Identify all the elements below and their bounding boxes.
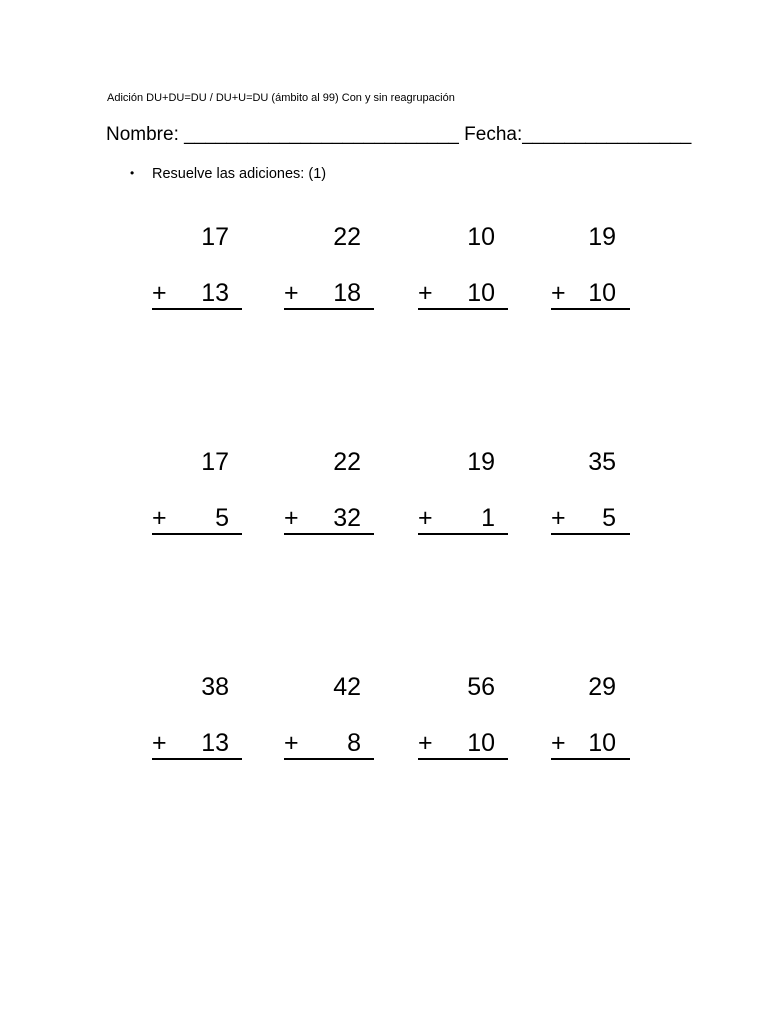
second-addend: 8 — [347, 729, 361, 757]
first-addend: 35 — [588, 448, 616, 476]
plus-sign: + — [418, 729, 433, 757]
first-addend: 42 — [333, 673, 361, 701]
second-addend: 13 — [201, 279, 229, 307]
instruction-text: Resuelve las adiciones: (1) — [152, 166, 327, 182]
second-addend: 10 — [588, 279, 616, 307]
addition-problem — [551, 447, 630, 531]
addition-problem — [284, 222, 374, 306]
second-addend-line — [418, 278, 508, 310]
second-addend-line — [284, 503, 374, 535]
plus-sign: + — [551, 504, 566, 532]
first-addend: 22 — [333, 448, 361, 476]
second-addend: 18 — [333, 279, 361, 307]
plus-sign: + — [152, 279, 167, 307]
worksheet-title: Adición DU+DU=DU / DU+U=DU (ámbito al 99) Con y sin reagrupación — [107, 92, 455, 104]
plus-sign: + — [551, 729, 566, 757]
first-addend: 17 — [201, 448, 229, 476]
addition-problem — [152, 222, 242, 306]
second-addend-line — [152, 278, 242, 310]
plus-sign: + — [418, 279, 433, 307]
plus-sign: + — [284, 279, 299, 307]
addition-problem — [551, 222, 630, 306]
addition-problem — [284, 672, 374, 756]
second-addend-line — [284, 728, 374, 760]
plus-sign: + — [152, 729, 167, 757]
addition-problem — [152, 672, 242, 756]
plus-sign: + — [418, 504, 433, 532]
second-addend: 5 — [602, 504, 616, 532]
second-addend: 5 — [215, 504, 229, 532]
first-addend: 10 — [467, 223, 495, 251]
plus-sign: + — [284, 504, 299, 532]
bullet-icon: • — [130, 166, 135, 180]
second-addend-line — [418, 728, 508, 760]
addition-problem — [284, 447, 374, 531]
addition-problem — [418, 447, 508, 531]
addition-problem — [551, 672, 630, 756]
instruction — [130, 166, 326, 182]
plus-sign: + — [152, 504, 167, 532]
second-addend: 10 — [467, 279, 495, 307]
name-date-line: Nombre: __________________________ Fecha:________________ — [106, 124, 692, 145]
second-addend: 1 — [481, 504, 495, 532]
second-addend: 10 — [588, 729, 616, 757]
first-addend: 19 — [588, 223, 616, 251]
second-addend-line — [551, 278, 630, 310]
second-addend-line — [284, 278, 374, 310]
first-addend: 29 — [588, 673, 616, 701]
plus-sign: + — [284, 729, 299, 757]
second-addend-line — [551, 503, 630, 535]
second-addend-line — [551, 728, 630, 760]
plus-sign: + — [551, 279, 566, 307]
second-addend: 32 — [333, 504, 361, 532]
first-addend: 17 — [201, 223, 229, 251]
addition-problem — [152, 447, 242, 531]
addition-problem — [418, 222, 508, 306]
first-addend: 19 — [467, 448, 495, 476]
first-addend: 22 — [333, 223, 361, 251]
first-addend: 56 — [467, 673, 495, 701]
addition-problem — [418, 672, 508, 756]
second-addend-line — [418, 503, 508, 535]
second-addend-line — [152, 503, 242, 535]
second-addend: 10 — [467, 729, 495, 757]
second-addend: 13 — [201, 729, 229, 757]
first-addend: 38 — [201, 673, 229, 701]
second-addend-line — [152, 728, 242, 760]
